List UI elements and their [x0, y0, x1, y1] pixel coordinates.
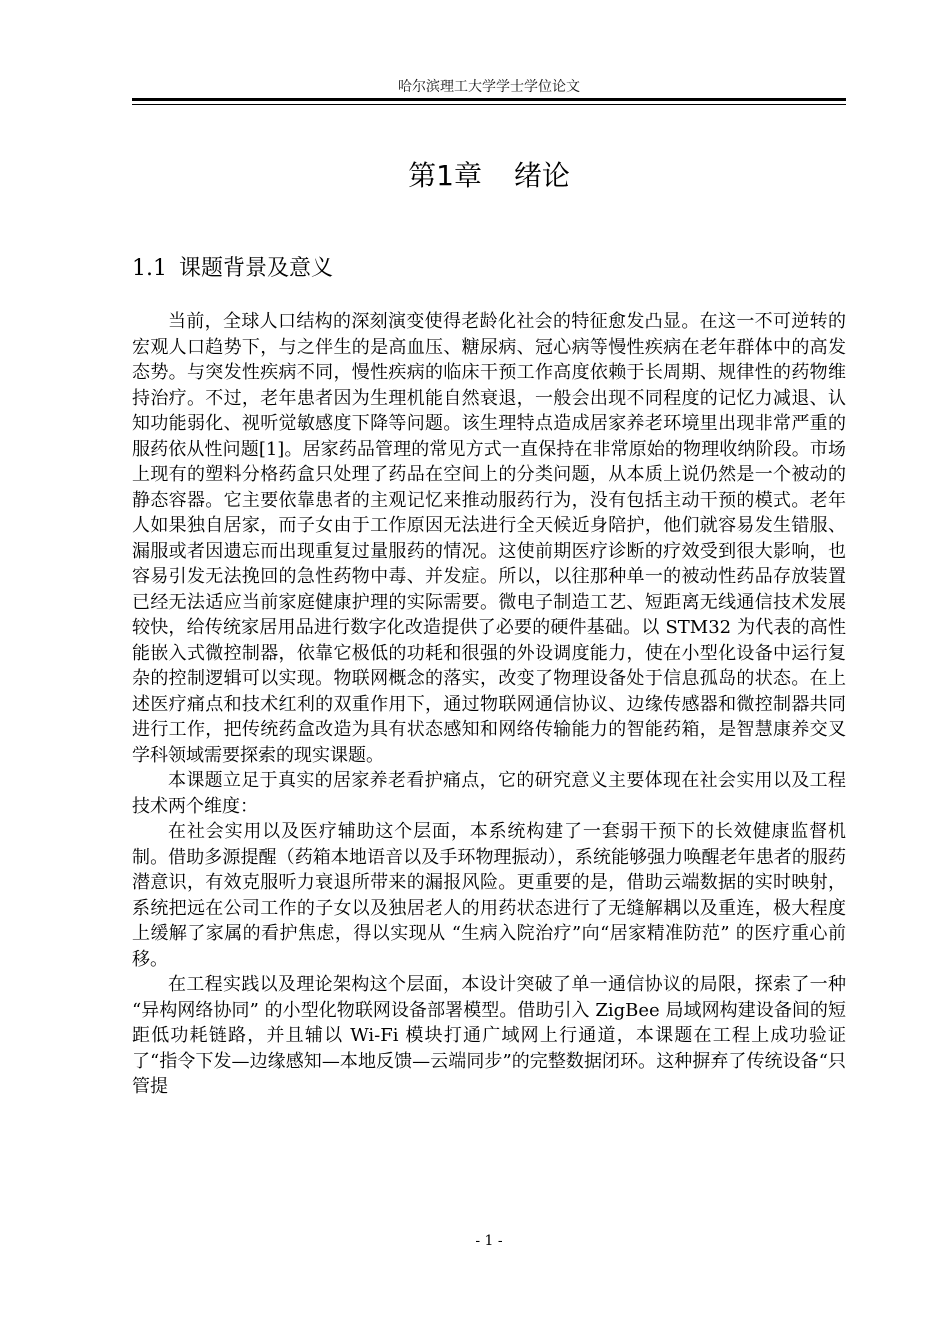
paragraph: 在工程实践以及理论架构这个层面，本设计突破了单一通信协议的局限，探索了一种 “异构网络协同” 的小型化物联网设备部署模型。借助引入 ZigBee 局域网构建设备间的短距低功耗链路，并且辅以 Wi-Fi 模块打通广域网上行通道，本课题在工程上成功验证了“指令下发—边缘感知—本地反馈—云端同步”的完整数据闭环。这种摒弃了传统设备“只管提: [132, 974, 846, 1097]
header-rule-thin: [132, 104, 846, 105]
header-rule: [132, 98, 846, 101]
section-title: 课题背景及意义: [179, 256, 334, 281]
section-heading: [132, 251, 333, 282]
body-text: [132, 309, 846, 1100]
running-header: 哈尔滨理工大学学士学位论文: [398, 79, 580, 95]
chapter-name: 绪论: [513, 159, 570, 192]
paragraph: 本课题立足于真实的居家养老看护痛点，它的研究意义主要体现在社会实用以及工程技术两个维度：: [132, 770, 846, 817]
paragraph: 在社会实用以及医疗辅助这个层面，本系统构建了一套弱干预下的长效健康监督机制。借助多源提醒（药箱本地语音以及手环物理振动），系统能够强力唤醒老年患者的服药潜意识，有效克服听力衰退所带来的漏报风险。更重要的是，借助云端数据的实时映射，系统把远在公司工作的子女以及独居老人的用药状态进行了无缝解耦以及重连，极大程度上缓解了家属的看护焦虑，得以实现从 “生病入院治疗”向“居家精准防范” 的医疗重心前移。: [132, 821, 846, 970]
section-number: 1.1: [132, 256, 167, 281]
paragraph: 当前，全球人口结构的深刻演变使得老龄化社会的特征愈发凸显。在这一不可逆转的宏观人口趋势下，与之伴生的是高血压、糖尿病、冠心病等慢性疾病在老年群体中的高发态势。与突发性疾病不同，慢性疾病的临床干预工作高度依赖于长周期、规律性的药物维持治疗。不过，老年患者因为生理机能自然衰退，一般会出现不同程度的记忆力减退、认知功能弱化、视听觉敏感度下降等问题。该生理特点造成居家养老环境里出现非常严重的服药依从性问题[1]。居家药品管理的常见方式一直保持在非常原始的物理收纳阶段。市场上现有的塑料分格药盒只处理了药品在空间上的分类问题，从本质上说仍然是一个被动的静态容器。它主要依靠患者的主观记忆来推动服药行为，没有包括主动干预的模式。老年人如果独自居家，而子女由于工作原因无法进行全天候近身陪护，他们就容易发生错服、漏服或者因遗忘而出现重复过量服药的情况。这使前期医疗诊断的疗效受到很大影响，也容易引发无法挽回的急性药物中毒、并发症。所以，以往那种单一的被动性药品存放装置已经无法适应当前家庭健康护理的实际需要。微电子制造工艺、短距离无线通信技术发展较快，给传统家居用品进行数字化改造提供了必要的硬件基础。以 STM32 为代表的高性能嵌入式微控制器，依靠它极低的功耗和很强的外设调度能力，使在小型化设备中运行复杂的控制逻辑可以实现。物联网概念的落实，改变了物理设备处于信息孤岛的状态。在上述医疗痛点和技术红利的双重作用下，通过物联网通信协议、边缘传感器和微控制器共同进行工作，把传统药盒改造为具有状态感知和网络传输能力的智能药箱，是智慧康养交叉学科领域需要探索的现实课题。: [132, 311, 846, 766]
page-number: - 1 -: [475, 1233, 503, 1249]
chapter-number: 第1章: [408, 159, 482, 192]
chapter-title: [132, 154, 846, 194]
